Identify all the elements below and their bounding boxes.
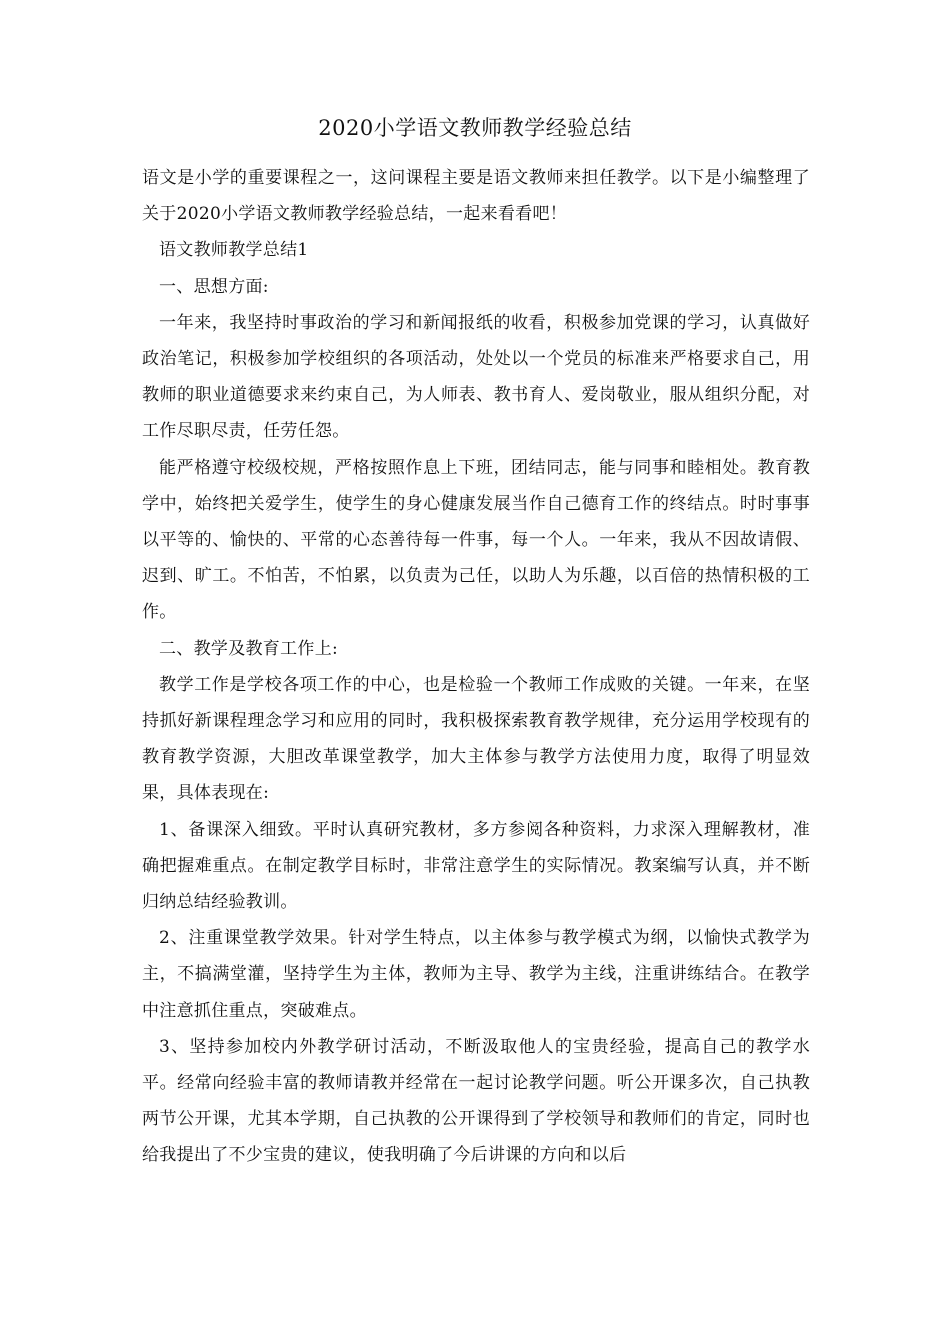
section-heading-teaching: 二、教学及教育工作上: — [159, 638, 339, 659]
document-title: 2020小学语文教师教学经验总结 — [318, 116, 632, 140]
section-heading-ideology: 一、思想方面: — [159, 276, 269, 297]
paragraph-ideology-2: 能严格遵守校级校规，严格按照作息上下班，团结同志，能与同事和睦相处。教育教学中，始终把关爱学生，使学生的身心健康发展当作自己德育工作的终结点。时时事事以平等的、愉快的、平常的心态善待每一件事，每一个人。一年来，我从不因故请假、迟到、旷工。不怕苦，不怕累，以负责为己任，以助人为乐趣，以百倍的热情积极的工作。 — [142, 457, 810, 623]
section-heading-summary-1: 语文教师教学总结1 — [159, 240, 309, 261]
intro-paragraph: 语文是小学的重要课程之一，这问课程主要是语文教师来担任教学。以下是小编整理了关于2020小学语文教师教学经验总结，一起来看看吧！ — [142, 168, 810, 225]
document-body — [142, 160, 810, 1174]
paragraph-item-1: 1、备课深入细致。平时认真研究教材，多方参阅各种资料，力求深入理解教材，准确把握难重点。在制定教学目标时，非常注意学生的实际情况。教案编写认真，并不断归纳总结经验教训。 — [142, 819, 810, 913]
paragraph-item-3: 3、坚持参加校内外教学研讨活动，不断汲取他人的宝贵经验，提高自己的教学水平。经常向经验丰富的教师请教并经常在一起讨论教学问题。听公开课多次，自己执教两节公开课，尤其本学期，自己执教的公开课得到了学校领导和教师们的肯定，同时也给我提出了不少宝贵的建议，使我明确了今后讲课的方向和以后 — [142, 1036, 810, 1166]
paragraph-teaching-intro: 教学工作是学校各项工作的中心，也是检验一个教师工作成败的关键。一年来，在坚持抓好新课程理念学习和应用的同时，我积极探索教育教学规律，充分运用学校现有的教育教学资源，大胆改革课堂教学，加大主体参与教学方法使用力度，取得了明显效果，具体表现在: — [142, 674, 810, 804]
paragraph-ideology-1: 一年来，我坚持时事政治的学习和新闻报纸的收看，积极参加党课的学习，认真做好政治笔记，积极参加学校组织的各项活动，处处以一个党员的标准来严格要求自己，用教师的职业道德要求来约束自己，为人师表、教书育人、爱岗敬业，服从组织分配，对工作尽职尽责，任劳任怨。 — [142, 312, 810, 442]
paragraph-item-2: 2、注重课堂教学效果。针对学生特点，以主体参与教学模式为纲，以愉快式教学为主，不搞满堂灌，坚持学生为主体，教师为主导、教学为主线，注重讲练结合。在教学中注意抓住重点，突破难点。 — [142, 928, 810, 1021]
